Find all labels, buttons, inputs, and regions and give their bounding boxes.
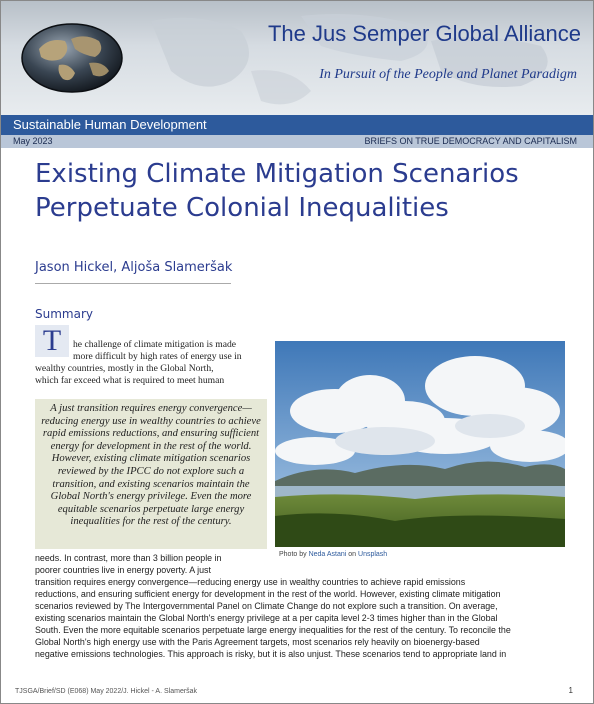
article-authors: Jason Hickel, Aljoša Slameršak (35, 260, 233, 275)
issue-band (1, 135, 593, 148)
body-line: reductions, and ensuring sufficient energy for development in the rest of the world. However, existing climate mitigation (35, 589, 501, 599)
body-line: South. Even the more equitable scenarios perpetuate large energy inequalities for the rest of the century. To reconcile the (35, 625, 511, 635)
article-title (35, 157, 575, 225)
pull-quote: A just transition requires energy convergence—reducing energy use in wealthy countries to achieve rapid emissions reductions, and ensuring sufficient energy for development in the rest of the world. However, existing climate mitigation scenarios reviewed by the IPCC do not explore such a transition, and existing scenarios maintain the Global North's energy privilege. Even the more equitable scenarios perpetuate large energy inequalities for the rest of the century. (35, 399, 267, 549)
header-banner (1, 1, 593, 115)
series-name: BRIEFS ON TRUE DEMOCRACY AND CAPITALISM (364, 136, 577, 146)
organization-tagline: In Pursuit of the People and Planet Paradigm (319, 67, 577, 82)
body-line: negative emissions technologies. This approach is risky, but it is also unjust. These scenarios tend to appropriate land in (35, 649, 507, 659)
page-number: 1 (568, 686, 573, 695)
section-band: Sustainable Human Development (1, 115, 593, 135)
body-line: existing scenarios maintain the Global North's energy privilege at a per capita level 2-3 times higher than in the Global (35, 613, 498, 623)
intro-line: more difficult by high rates of energy use in (73, 351, 242, 362)
body-line: poorer countries live in energy poverty. A just (35, 565, 211, 575)
landscape-photo (275, 341, 565, 547)
body-line: scenarios reviewed by The Intergovernmental Panel on Climate Change do not explore such a transition. On average, (35, 601, 498, 611)
intro-line: he challenge of climate mitigation is made (73, 339, 237, 350)
credit-author-link[interactable]: Neda Astani (308, 551, 347, 558)
issue-date: May 2023 (13, 136, 53, 146)
body-line: needs. In contrast, more than 3 billion people in (35, 553, 222, 563)
drop-cap: T (35, 325, 69, 357)
summary-heading: Summary (35, 307, 93, 321)
author-divider (35, 283, 231, 284)
credit-site-link[interactable]: Unsplash (358, 551, 388, 558)
footer-citation: TJSGA/Brief/SD (E068) May 2022/J. Hickel - A. Slameršak (15, 688, 198, 695)
credit-mid: on (346, 551, 359, 558)
body-line: Global North's high energy use with the Paris Agreement targets, most scenarios rely heavily on bioenergy-based (35, 637, 480, 647)
title-line-1: Existing Climate Mitigation Scenarios (35, 159, 519, 189)
intro-line: wealthy countries, mostly in the Global North, (35, 363, 214, 374)
title-line-2: Perpetuate Colonial Inequalities (35, 193, 449, 223)
credit-prefix: Photo by (279, 551, 309, 558)
globe-logo (19, 19, 125, 97)
intro-line: which far exceed what is required to meet human (35, 375, 225, 386)
body-line: transition requires energy convergence—reducing energy use in wealthy countries to achieve rapid emissions (35, 577, 466, 587)
organization-title: The Jus Semper Global Alliance (267, 21, 581, 46)
photo-credit (279, 551, 387, 558)
